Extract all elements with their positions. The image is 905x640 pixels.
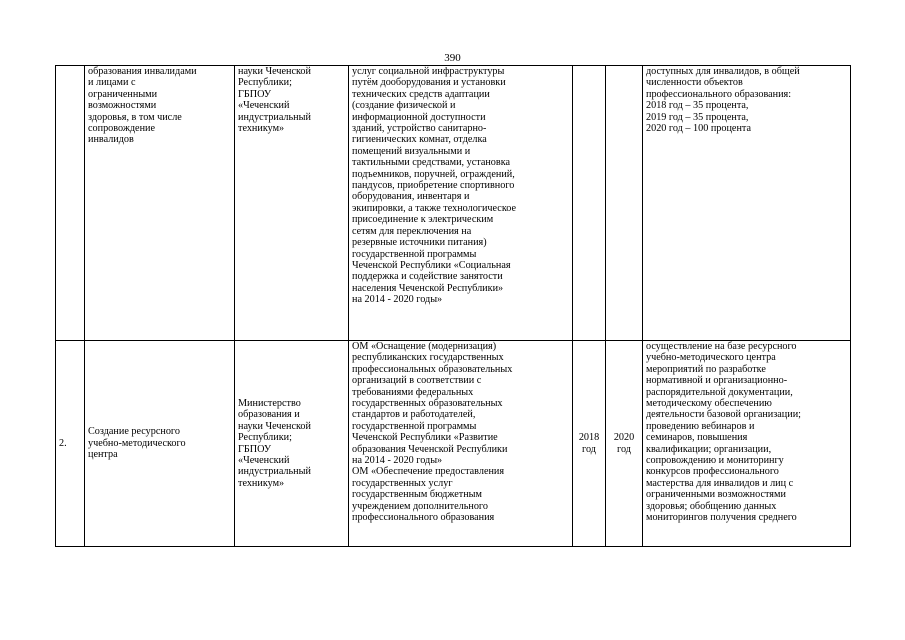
cell-activity-name: Создание ресурсного учебно-методического центра [85, 341, 235, 547]
cell-funding-source: услуг социальной инфраструктуры путём дооборудования и установки технических средств адаптации (создание физической и информационной доступности зданий, устройство санитарно- гигиенических комнат, отделка помещений визуальными и тактильными средствами, установка подъемников, поручней, ограждений, пандусов, приобретение спортивного оборудования, инвентаря и экипировки, а также технологическое присоединение к электрическим сетям для переключения на резервные источники питания) государственной программы Чеченской Республики «Социальная поддержка и содействие занятости населения Чеченской Республики» на 2014 - 2020 годы» [349, 66, 573, 341]
table-row [56, 341, 851, 547]
cell-end-year: 2020 год [606, 341, 643, 547]
cell-start-year [573, 66, 606, 341]
cell-activity-name: образования инвалидами и лицами с ограниченными возможностями здоровья, в том числе сопровождение инвалидов [85, 66, 235, 341]
cell-number [56, 66, 85, 341]
cell-executor: Министерство образования и науки Чеченской Республики; ГБПОУ «Чеченский индустриальный техникум» [235, 341, 349, 547]
program-table [55, 65, 851, 547]
cell-expected-result: доступных для инвалидов, в общей численности объектов профессионального образования: 2018 год – 35 процента, 2019 год – 35 процента, 2020 год – 100 процента [643, 66, 851, 341]
cell-funding-source: ОМ «Оснащение (модернизация) республиканских государственных профессиональных образовательных организаций в соответствии с требованиями федеральных государственных образовательных стандартов и работодателей, государственной программы Чеченской Республики «Развитие образования Чеченской Республики на 2014 - 2020 годы» ОМ «Обеспечение предоставления государственных услуг государственным бюджетным учреждением дополнительного профессионального образования [349, 341, 573, 547]
table-row [56, 66, 851, 341]
cell-number: 2. [56, 341, 85, 547]
cell-start-year: 2018 год [573, 341, 606, 547]
page-number: 390 [444, 52, 461, 64]
cell-executor: науки Чеченской Республики; ГБПОУ «Чеченский индустриальный техникум» [235, 66, 349, 341]
cell-end-year [606, 66, 643, 341]
cell-expected-result: осуществление на базе ресурсного учебно-методического центра мероприятий по разработке нормативной и организационно- распорядительной документации, методическому обеспечению деятельности базовой организации; проведению вебинаров и семинаров, повышения квалификации; организации, сопровождению и мониторингу конкурсов профессионального мастерства для инвалидов и лиц с ограниченными возможностями здоровья; обобщению данных мониторингов получения среднего [643, 341, 851, 547]
